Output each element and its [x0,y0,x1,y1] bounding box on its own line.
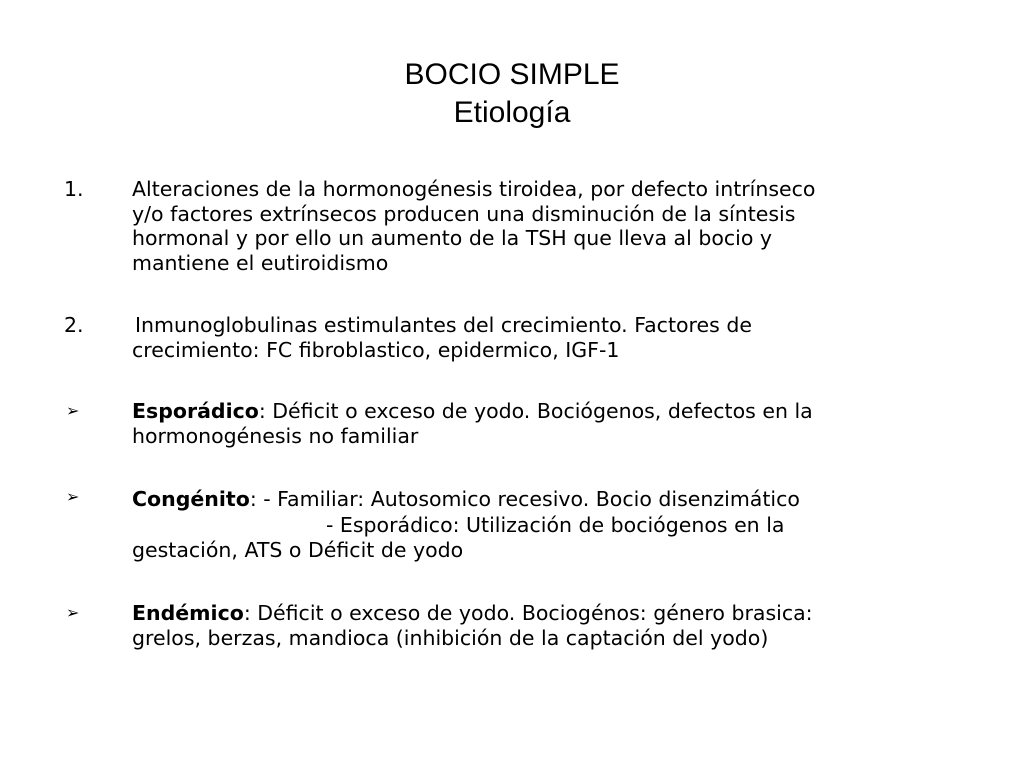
list-number-1: 1. [64,177,84,201]
arrow-bullet-icon: ➢ [66,603,80,622]
bullet-item-endemico-line-2: grelos, berzas, mandioca (inhibición de la captación del yodo) [132,625,769,650]
list-item-1-line-4: mantiene el eutiroidismo [132,250,389,275]
bullet-item-congenito-line-2: - Esporádico: Utilización de bociógenos en la [326,513,785,537]
bullet-item-esporadico-line-1 [132,399,1012,424]
title-line-1: BOCIO SIMPLE [404,58,620,91]
bullet-item-congenito-line-1 [132,485,1012,513]
list-item-1-line-3: hormonal y por ello un aumento de la TSH que lleva al bocio y [132,226,773,250]
bullet-item-congenito-text [132,485,1012,562]
list-item-1-line-2: y/o factores extrínsecos producen una disminución de la síntesis [132,201,796,226]
bullet-item-endemico-text [132,601,1012,650]
bullet-item-congenito-line-3: gestación, ATS o Déficit de yodo [132,537,464,562]
bullet-item-esporadico-line-2: hormonogénesis no familiar [132,423,419,448]
endemico-description: : Déficit o exceso de yodo. Bociogénos: género brasica: [243,601,813,625]
bullet-item-endemico-line-1 [132,601,1012,626]
congenito-description: : - Familiar: Autosomico recesivo. Bocio disenzimático [249,487,800,511]
list-item-2-line-1: Inmunoglobulinas estimulantes del crecimiento. Factores de [135,313,752,337]
term-congenito: Congénito [132,487,250,511]
title-line-2: Etiología [453,96,571,129]
list-item-2-line-2: crecimiento: FC fibroblastico, epidermico, IGF-1 [132,337,620,362]
list-item-2-text [132,313,1012,362]
esporadico-description: : Déficit o exceso de yodo. Bociógenos, defectos en la [258,399,813,423]
bullet-item-esporadico-text [132,399,1012,448]
term-esporadico: Esporádico [132,399,259,423]
arrow-bullet-icon: ➢ [66,487,80,506]
arrow-bullet-icon: ➢ [66,401,80,420]
list-item-1-line-1: Alteraciones de la hormonogénesis tiroidea, por defecto intrínseco [132,177,816,201]
slide-title [0,56,1024,132]
list-item-1-text [132,177,1012,275]
term-endemico: Endémico [132,601,244,625]
list-number-2: 2. [64,313,84,337]
